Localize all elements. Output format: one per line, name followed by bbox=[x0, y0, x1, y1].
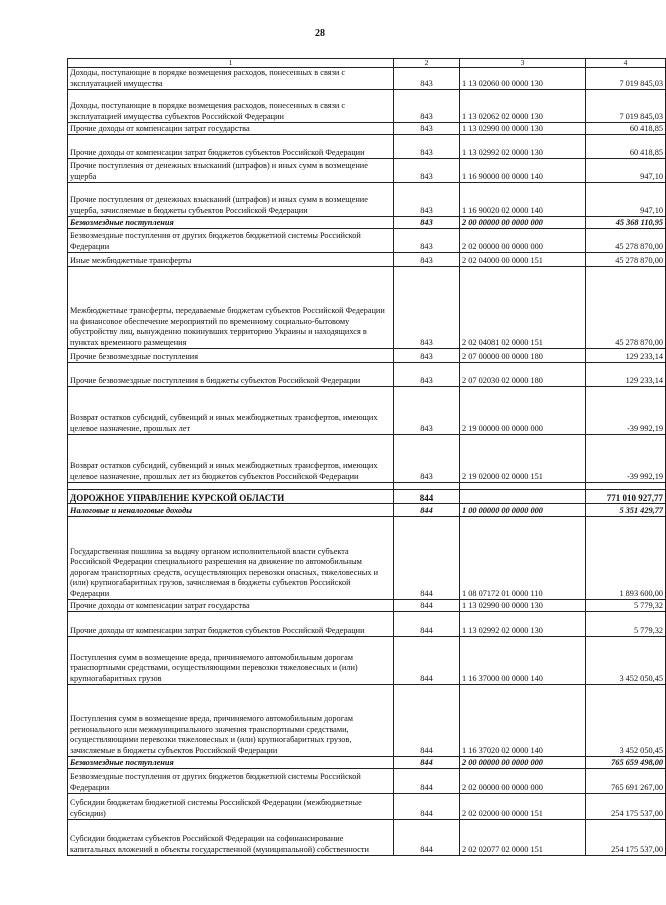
row-admin-code-cell: 843 bbox=[394, 68, 460, 90]
table-row bbox=[68, 435, 666, 483]
table-row bbox=[68, 183, 666, 217]
row-amount-cell: 7 019 845,03 bbox=[586, 90, 666, 123]
row-budget-code-cell: 1 13 02060 00 0000 130 bbox=[460, 68, 586, 90]
table-row bbox=[68, 123, 666, 135]
row-amount-cell: 3 452 050,45 bbox=[586, 637, 666, 685]
row-budget-code-cell: 1 16 37000 00 0000 140 bbox=[460, 637, 586, 685]
subtotal-row bbox=[68, 504, 666, 517]
row-budget-code-cell: 1 13 02062 02 0000 130 bbox=[460, 90, 586, 123]
row-budget-code-cell: 1 16 90020 02 0000 140 bbox=[460, 183, 586, 217]
row-amount-cell: -39 992,19 bbox=[586, 435, 666, 483]
row-name-cell: Прочие безвозмездные поступления в бюджеты субъектов Российской Федерации bbox=[68, 363, 394, 387]
table-row bbox=[68, 517, 666, 600]
row-amount-cell: 129 233,14 bbox=[586, 363, 666, 387]
row-budget-code-cell: 2 19 00000 00 0000 000 bbox=[460, 387, 586, 435]
table-row bbox=[68, 600, 666, 612]
row-budget-code-cell: 2 02 02077 02 0000 151 bbox=[460, 820, 586, 856]
subtotal-row bbox=[68, 757, 666, 769]
row-admin-code-cell: 843 bbox=[394, 135, 460, 159]
row-budget-code-cell: 2 02 00000 00 0000 000 bbox=[460, 229, 586, 253]
table-row bbox=[68, 820, 666, 856]
table-row bbox=[68, 387, 666, 435]
row-amount-cell: 5 779,32 bbox=[586, 612, 666, 637]
table-row bbox=[68, 363, 666, 387]
row-admin-code-cell: 844 bbox=[394, 757, 460, 769]
row-name-cell: Субсидии бюджетам субъектов Российской Федерации на софинансирование капитальных вложений в объекты государственной (муниципальной) собственности bbox=[68, 820, 394, 856]
row-name-cell: Безвозмездные поступления bbox=[68, 757, 394, 769]
row-admin-code-cell: 843 bbox=[394, 229, 460, 253]
row-amount-cell: 7 019 845,03 bbox=[586, 68, 666, 90]
row-admin-code-cell: 844 bbox=[394, 612, 460, 637]
separator-row bbox=[68, 483, 666, 490]
row-name-cell: Прочие доходы от компенсации затрат государства bbox=[68, 600, 394, 612]
row-name-cell: Субсидии бюджетам бюджетной системы Российской Федерации (межбюджетные субсидии) bbox=[68, 794, 394, 820]
row-admin-code-cell: 844 bbox=[394, 517, 460, 600]
row-name-cell: Возврат остатков субсидий, субвенций и иных межбюджетных трансфертов, имеющих целевое назначение, прошлых лет bbox=[68, 387, 394, 435]
row-admin-code-cell: 843 bbox=[394, 183, 460, 217]
row-budget-code-cell: 2 07 00000 00 0000 180 bbox=[460, 349, 586, 363]
row-admin-code-cell: 843 bbox=[394, 217, 460, 229]
row-amount-cell: 947,10 bbox=[586, 183, 666, 217]
row-name-cell: Безвозмездные поступления от других бюджетов бюджетной системы Российской Федерации bbox=[68, 769, 394, 794]
row-admin-code-cell: 843 bbox=[394, 387, 460, 435]
table-row bbox=[68, 90, 666, 123]
row-amount-cell: 5 779,32 bbox=[586, 600, 666, 612]
row-name-cell: Прочие поступления от денежных взысканий (штрафов) и иных сумм в возмещение ущерба bbox=[68, 159, 394, 183]
row-budget-code-cell: 2 02 04081 02 0000 151 bbox=[460, 267, 586, 349]
row-budget-code-cell: 2 00 00000 00 0000 000 bbox=[460, 757, 586, 769]
row-name-cell: Прочие доходы от компенсации затрат бюджетов субъектов Российской Федерации bbox=[68, 135, 394, 159]
column-header: 3 bbox=[460, 59, 586, 68]
column-header: 4 bbox=[586, 59, 666, 68]
row-name-cell: Межбюджетные трансферты, передаваемые бюджетам субъектов Российской Федерации на финансовое обеспечение мероприятий по временному социально-бытовому обустройству лиц, вынужденно покинувших территорию Украины и находящихся в пунктах временного размещения bbox=[68, 267, 394, 349]
row-budget-code-cell: 1 13 02992 02 0000 130 bbox=[460, 135, 586, 159]
table-row bbox=[68, 349, 666, 363]
row-budget-code-cell: 2 02 00000 00 0000 000 bbox=[460, 769, 586, 794]
row-budget-code-cell: 1 16 37020 02 0000 140 bbox=[460, 685, 586, 757]
table-row bbox=[68, 637, 666, 685]
row-budget-code-cell: 2 00 00000 00 0000 000 bbox=[460, 217, 586, 229]
row-name-cell: Поступления сумм в возмещение вреда, причиняемого автомобильным дорогам регионального или межмуниципального значения транспортными средствами, осуществляющими перевозки тяжеловесных и (или) крупногабаритных грузов, зачисляемые в бюджеты субъектов Российской Федерации bbox=[68, 685, 394, 757]
row-admin-code-cell: 843 bbox=[394, 90, 460, 123]
row-admin-code-cell: 844 bbox=[394, 794, 460, 820]
row-amount-cell: 45 278 870,00 bbox=[586, 267, 666, 349]
revenue-table bbox=[67, 58, 666, 856]
row-admin-code-cell: 844 bbox=[394, 769, 460, 794]
row-budget-code-cell: 1 13 02990 00 0000 130 bbox=[460, 600, 586, 612]
table-row bbox=[68, 794, 666, 820]
row-admin-code-cell: 843 bbox=[394, 363, 460, 387]
column-header: 1 bbox=[68, 59, 394, 68]
row-admin-code-cell: 844 bbox=[394, 820, 460, 856]
row-name-cell: Прочие безвозмездные поступления bbox=[68, 349, 394, 363]
subtotal-row bbox=[68, 217, 666, 229]
row-admin-code-cell: 843 bbox=[394, 435, 460, 483]
row-name-cell: Безвозмездные поступления от других бюджетов бюджетной системы Российской Федерации bbox=[68, 229, 394, 253]
table-row bbox=[68, 135, 666, 159]
row-amount-cell: 3 452 050,45 bbox=[586, 685, 666, 757]
page-number: 28 bbox=[315, 28, 325, 39]
row-budget-code-cell: 2 07 02030 02 0000 180 bbox=[460, 363, 586, 387]
column-header-row bbox=[68, 59, 666, 68]
row-amount-cell: 60 418,85 bbox=[586, 123, 666, 135]
row-budget-code-cell: 1 08 07172 01 0000 110 bbox=[460, 517, 586, 600]
row-name-cell: Доходы, поступающие в порядке возмещения расходов, понесенных в связи с эксплуатацией имущества субъектов Российской Федерации bbox=[68, 90, 394, 123]
row-name-cell: Прочие доходы от компенсации затрат бюджетов субъектов Российской Федерации bbox=[68, 612, 394, 637]
row-amount-cell: 45 368 110,95 bbox=[586, 217, 666, 229]
row-budget-code-cell: 2 02 04000 00 0000 151 bbox=[460, 253, 586, 267]
table-row bbox=[68, 253, 666, 267]
row-budget-code-cell: 2 19 02000 02 0000 151 bbox=[460, 435, 586, 483]
row-budget-code-cell bbox=[460, 483, 586, 490]
row-amount-cell: 771 010 927,77 bbox=[586, 490, 666, 504]
row-admin-code-cell bbox=[394, 483, 460, 490]
row-name-cell: ДОРОЖНОЕ УПРАВЛЕНИЕ КУРСКОЙ ОБЛАСТИ bbox=[68, 490, 394, 504]
row-name-cell: Безвозмездные поступления bbox=[68, 217, 394, 229]
row-admin-code-cell: 844 bbox=[394, 600, 460, 612]
table-row bbox=[68, 685, 666, 757]
row-budget-code-cell bbox=[460, 490, 586, 504]
row-name-cell bbox=[68, 483, 394, 490]
row-admin-code-cell: 843 bbox=[394, 253, 460, 267]
table-row bbox=[68, 68, 666, 90]
row-name-cell: Доходы, поступающие в порядке возмещения расходов, понесенных в связи с эксплуатацией имущества bbox=[68, 68, 394, 90]
row-admin-code-cell: 844 bbox=[394, 637, 460, 685]
column-header: 2 bbox=[394, 59, 460, 68]
row-amount-cell: 254 175 537,00 bbox=[586, 820, 666, 856]
row-budget-code-cell: 2 02 02000 00 0000 151 bbox=[460, 794, 586, 820]
row-admin-code-cell: 843 bbox=[394, 123, 460, 135]
row-budget-code-cell: 1 16 90000 00 0000 140 bbox=[460, 159, 586, 183]
row-amount-cell: 129 233,14 bbox=[586, 349, 666, 363]
row-amount-cell: 765 659 498,00 bbox=[586, 757, 666, 769]
table-row bbox=[68, 612, 666, 637]
row-budget-code-cell: 1 13 02990 00 0000 130 bbox=[460, 123, 586, 135]
row-name-cell: Прочие поступления от денежных взысканий (штрафов) и иных сумм в возмещение ущерба, зачисляемые в бюджеты субъектов Российской Федерации bbox=[68, 183, 394, 217]
table-row bbox=[68, 769, 666, 794]
row-name-cell: Налоговые и неналоговые доходы bbox=[68, 504, 394, 517]
row-amount-cell: 1 893 600,00 bbox=[586, 517, 666, 600]
row-amount-cell: 60 418,85 bbox=[586, 135, 666, 159]
table-row bbox=[68, 159, 666, 183]
row-amount-cell: 947,10 bbox=[586, 159, 666, 183]
table-row bbox=[68, 229, 666, 253]
row-name-cell: Прочие доходы от компенсации затрат государства bbox=[68, 123, 394, 135]
row-amount-cell: 254 175 537,00 bbox=[586, 794, 666, 820]
section-row bbox=[68, 490, 666, 504]
row-amount-cell: 45 278 870,00 bbox=[586, 229, 666, 253]
row-amount-cell: -39 992,19 bbox=[586, 387, 666, 435]
row-admin-code-cell: 843 bbox=[394, 159, 460, 183]
row-amount-cell: 45 278 870,00 bbox=[586, 253, 666, 267]
row-admin-code-cell: 843 bbox=[394, 267, 460, 349]
row-admin-code-cell: 844 bbox=[394, 490, 460, 504]
row-amount-cell bbox=[586, 483, 666, 490]
row-name-cell: Поступления сумм в возмещение вреда, причиняемого автомобильным дорогам транспортными средствами, осуществляющими перевозки тяжеловесных и (или) крупногабаритных грузов bbox=[68, 637, 394, 685]
table-row bbox=[68, 267, 666, 349]
row-name-cell: Государственная пошлина за выдачу органом исполнительной власти субъекта Российской Федерации специального разрешения на движение по автомобильным дорогам транспортных средств, осуществляющих перевозки опасных, тяжеловесных и (или) крупногабаритных грузов, зачисляемая в бюджеты субъектов Российской Федерации bbox=[68, 517, 394, 600]
row-amount-cell: 5 351 429,77 bbox=[586, 504, 666, 517]
row-name-cell: Иные межбюджетные трансферты bbox=[68, 253, 394, 267]
row-admin-code-cell: 843 bbox=[394, 349, 460, 363]
row-amount-cell: 765 691 267,00 bbox=[586, 769, 666, 794]
row-budget-code-cell: 1 13 02992 02 0000 130 bbox=[460, 612, 586, 637]
row-budget-code-cell: 1 00 00000 00 0000 000 bbox=[460, 504, 586, 517]
row-admin-code-cell: 844 bbox=[394, 685, 460, 757]
row-admin-code-cell: 844 bbox=[394, 504, 460, 517]
row-name-cell: Возврат остатков субсидий, субвенций и иных межбюджетных трансфертов, имеющих целевое назначение, прошлых лет из бюджетов субъектов Российской Федерации bbox=[68, 435, 394, 483]
